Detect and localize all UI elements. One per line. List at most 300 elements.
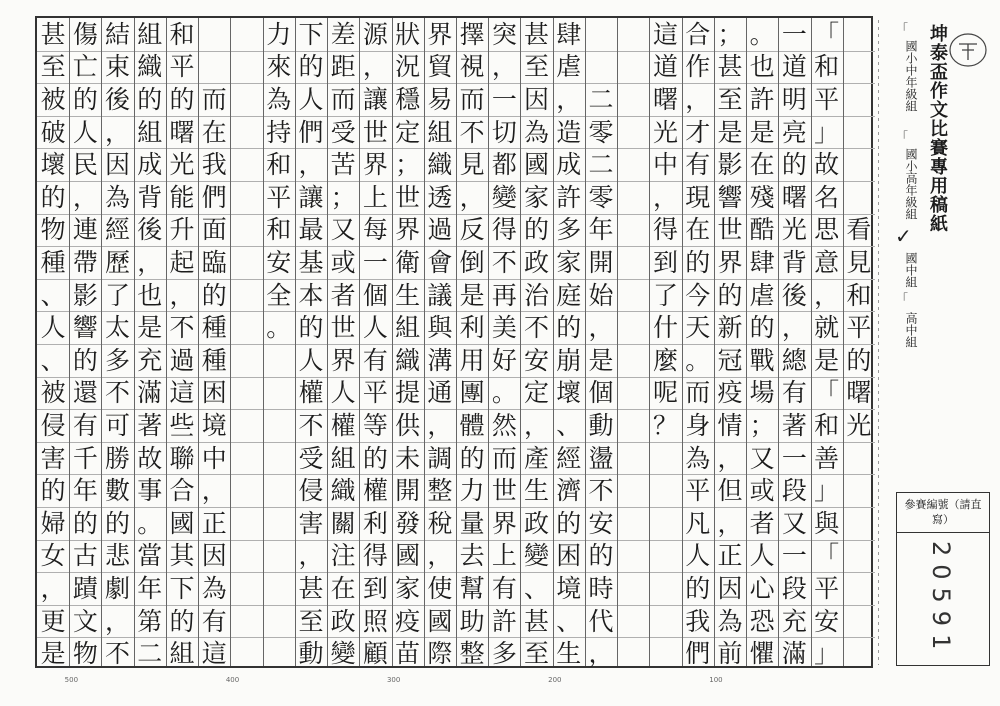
- grade-bracket-2: 「: [896, 130, 909, 144]
- grid-character: 基: [298, 247, 324, 277]
- grid-character: 的: [298, 52, 324, 82]
- grid-character: 國: [169, 508, 195, 538]
- grid-character: 權: [298, 378, 324, 408]
- grid-character: 受: [330, 117, 356, 147]
- grid-character: 開: [395, 476, 421, 506]
- grid-character: 這: [201, 639, 227, 669]
- grid-character: 破: [40, 117, 66, 147]
- grid-character: 關: [330, 508, 356, 538]
- grid-character: 被: [40, 378, 66, 408]
- grid-character: 不: [298, 410, 324, 440]
- grid-character: 然: [491, 410, 517, 440]
- grid-character: 人: [362, 313, 388, 343]
- grid-character: 懼: [749, 639, 775, 669]
- grid-character: 光: [169, 150, 195, 180]
- grid-character: 一: [781, 19, 807, 49]
- grid-character: 是: [40, 639, 66, 669]
- grid-character: ，: [137, 247, 163, 277]
- grid-character: 見: [459, 150, 485, 180]
- grid-character: 體: [459, 410, 485, 440]
- grid-character: 困: [556, 541, 582, 571]
- grid-character: 不: [588, 476, 614, 506]
- grid-character: ，: [652, 182, 678, 212]
- grid-character: 。: [749, 19, 775, 49]
- grid-character: 前: [717, 639, 743, 669]
- grid-character: 世: [717, 215, 743, 245]
- grid-character: 」: [814, 639, 840, 669]
- grid-character: 到: [362, 573, 388, 603]
- grid-character: 們: [201, 182, 227, 212]
- grid-character: 甚: [40, 19, 66, 49]
- grid-character: 幫: [459, 573, 485, 603]
- grid-column: [327, 18, 359, 669]
- grid-character: ，: [362, 52, 388, 82]
- grid-character: 全: [266, 280, 292, 310]
- grid-character: 況: [395, 52, 421, 82]
- grid-character: 段: [781, 476, 807, 506]
- margin-divider: [878, 20, 879, 665]
- grade-option-3: 國中組: [904, 252, 918, 288]
- grid-character: 帶: [72, 247, 98, 277]
- grid-character: 人: [749, 541, 775, 571]
- grid-character: 衛: [395, 247, 421, 277]
- grid-character: 甚: [717, 52, 743, 82]
- grid-character: 的: [781, 150, 807, 180]
- grid-character: 亮: [781, 117, 807, 147]
- grid-column-line: [134, 18, 135, 666]
- grid-character: 或: [749, 476, 775, 506]
- grid-character: 是: [137, 313, 163, 343]
- grid-character: 開: [588, 247, 614, 277]
- grid-character: 經: [105, 215, 131, 245]
- grid-character: 。: [685, 345, 711, 375]
- grid-character: 一: [362, 247, 388, 277]
- grid-character: 是: [749, 117, 775, 147]
- grid-character: 連: [72, 215, 98, 245]
- grid-character: 和: [266, 150, 292, 180]
- contest-title: 坤泰盃作文比賽專用稿紙: [927, 24, 948, 233]
- grid-character: ，: [717, 443, 743, 473]
- grid-character: 們: [685, 639, 711, 669]
- grid-character: 織: [330, 476, 356, 506]
- grid-character: 背: [781, 247, 807, 277]
- grid-column-line: [392, 18, 393, 666]
- grid-column-line: [101, 18, 102, 666]
- grid-character: 種: [40, 247, 66, 277]
- grid-character: 中: [652, 150, 678, 180]
- grid-character: 壞: [556, 378, 582, 408]
- grid-character: 的: [169, 84, 195, 114]
- grid-character: 國: [427, 606, 453, 636]
- grid-character: 與: [427, 313, 453, 343]
- grid-character: 人: [330, 378, 356, 408]
- grid-column-line: [746, 18, 747, 666]
- grid-character: 的: [685, 247, 711, 277]
- grid-column: [69, 18, 101, 669]
- grid-character: 二: [588, 84, 614, 114]
- grid-character: 困: [201, 378, 227, 408]
- grid-character: 。: [491, 378, 517, 408]
- grid-character: 面: [201, 215, 227, 245]
- grid-character: 響: [72, 313, 98, 343]
- grid-character: 人: [685, 541, 711, 571]
- grid-character: 至: [524, 52, 550, 82]
- grid-character: 調: [427, 443, 453, 473]
- grid-character: 這: [169, 378, 195, 408]
- grid-character: 者: [330, 280, 356, 310]
- grid-character: 整: [427, 476, 453, 506]
- grid-character: ，: [524, 410, 550, 440]
- grid-character: 一: [781, 541, 807, 571]
- grid-character: 著: [137, 410, 163, 440]
- grid-character: 和: [266, 215, 292, 245]
- grid-character: 光: [652, 117, 678, 147]
- grid-character: 零: [588, 182, 614, 212]
- grid-character: ，: [105, 117, 131, 147]
- grid-character: 今: [685, 280, 711, 310]
- grid-character: 貿: [427, 52, 453, 82]
- grid-character: 因: [201, 541, 227, 571]
- grid-character: 是: [717, 117, 743, 147]
- grid-character: 天: [685, 313, 711, 343]
- grid-character: 顧: [362, 639, 388, 669]
- grid-character: 過: [169, 345, 195, 375]
- grid-character: 的: [72, 508, 98, 538]
- grid-character: ？: [652, 410, 678, 440]
- grid-character: 正: [201, 508, 227, 538]
- grid-character: 成: [137, 150, 163, 180]
- grade-option-4: 高中組: [904, 312, 918, 348]
- grid-character: 起: [169, 247, 195, 277]
- grid-character: 後: [781, 280, 807, 310]
- grid-character: 壞: [40, 150, 66, 180]
- grid-character: ，: [72, 182, 98, 212]
- grid-character: 下: [169, 573, 195, 603]
- grid-character: ，: [427, 410, 453, 440]
- grid-character: 束: [105, 52, 131, 82]
- grid-character: 變: [524, 541, 550, 571]
- grid-character: 不: [491, 247, 517, 277]
- grid-character: 讓: [298, 182, 324, 212]
- grid-character: 權: [330, 410, 356, 440]
- grid-character: 個: [362, 280, 388, 310]
- grid-character: 過: [427, 215, 453, 245]
- grid-character: 織: [395, 345, 421, 375]
- grid-character: 。: [137, 508, 163, 538]
- grid-character: 虐: [749, 280, 775, 310]
- grid-character: 年: [72, 476, 98, 506]
- grid-character: 供: [395, 410, 421, 440]
- grid-character: 助: [459, 606, 485, 636]
- grid-character: 又: [749, 443, 775, 473]
- grid-character: 差: [330, 19, 356, 49]
- grid-character: 看: [846, 215, 872, 245]
- character-count-marker: 200: [548, 676, 562, 684]
- grid-character: 」: [814, 117, 840, 147]
- grid-character: 而: [330, 84, 356, 114]
- grid-character: ，: [588, 313, 614, 343]
- grid-character: 甚: [298, 573, 324, 603]
- grid-character: 些: [169, 410, 195, 440]
- grid-character: 源: [362, 19, 388, 49]
- grid-character: 穩: [395, 84, 421, 114]
- grid-character: 酷: [749, 215, 775, 245]
- grid-character: 中: [201, 443, 227, 473]
- grid-character: 滿: [781, 639, 807, 669]
- grid-character: 了: [652, 280, 678, 310]
- grid-character: ，: [717, 508, 743, 538]
- grid-character: ；: [395, 150, 421, 180]
- grid-character: 上: [362, 182, 388, 212]
- grid-character: 一: [781, 443, 807, 473]
- reference-number: 20591: [927, 541, 955, 658]
- grid-character: 肆: [556, 19, 582, 49]
- grid-character: 讓: [362, 84, 388, 114]
- grid-character: 為: [201, 573, 227, 603]
- grid-character: 背: [137, 182, 163, 212]
- grid-column-line: [263, 18, 264, 666]
- grid-character: 的: [685, 573, 711, 603]
- grid-character: 又: [781, 508, 807, 538]
- grid-column-line: [843, 18, 844, 666]
- grid-character: 的: [556, 508, 582, 538]
- grid-column: [424, 18, 456, 669]
- grid-character: 許: [749, 84, 775, 114]
- grid-character: 殘: [749, 182, 775, 212]
- grid-character: 、: [556, 606, 582, 636]
- grid-character: 治: [524, 280, 550, 310]
- grid-character: 。: [266, 313, 292, 343]
- grid-character: 切: [491, 117, 517, 147]
- grid-character: 人: [40, 313, 66, 343]
- grade-check-mark: ✓: [895, 224, 912, 248]
- grid-character: 二: [137, 639, 163, 669]
- grid-character: 擇: [459, 19, 485, 49]
- grid-character: 合: [169, 476, 195, 506]
- grid-character: ，: [685, 84, 711, 114]
- grid-character: 至: [40, 52, 66, 82]
- grid-character: 受: [298, 443, 324, 473]
- grid-character: 、: [40, 345, 66, 375]
- grid-character: 成: [556, 150, 582, 180]
- grid-column-line: [520, 18, 521, 666]
- grid-character: 的: [201, 280, 227, 310]
- grid-character: 的: [105, 508, 131, 538]
- grid-character: 有: [201, 606, 227, 636]
- grid-character: 「: [814, 541, 840, 571]
- grid-character: 最: [298, 215, 324, 245]
- grid-character: 被: [40, 84, 66, 114]
- writing-grid: [35, 16, 873, 668]
- grid-character: 第: [137, 606, 163, 636]
- grid-character: ，: [781, 313, 807, 343]
- grid-character: 盪: [588, 443, 614, 473]
- grid-character: 女: [40, 541, 66, 571]
- grid-character: 作: [685, 52, 711, 82]
- grid-character: 定: [395, 117, 421, 147]
- grid-character: 國: [395, 541, 421, 571]
- grid-character: 在: [685, 215, 711, 245]
- grid-character: 崩: [556, 345, 582, 375]
- grid-character: 響: [717, 182, 743, 212]
- grid-character: 平: [266, 182, 292, 212]
- grid-character: 與: [814, 508, 840, 538]
- grid-character: 意: [814, 247, 840, 277]
- grid-character: 因: [105, 150, 131, 180]
- character-count-marker: 300: [386, 676, 401, 684]
- grid-character: 不: [105, 378, 131, 408]
- grid-character: 政: [524, 247, 550, 277]
- grid-column-line: [682, 18, 683, 666]
- grid-character: ；: [330, 182, 356, 212]
- grid-character: 視: [459, 52, 485, 82]
- grid-character: 們: [298, 117, 324, 147]
- grid-character: 道: [652, 52, 678, 82]
- grid-character: 數: [105, 476, 131, 506]
- grid-character: 際: [427, 639, 453, 669]
- grid-character: 得: [652, 215, 678, 245]
- grid-character: 的: [40, 182, 66, 212]
- grid-character: 凡: [685, 508, 711, 538]
- grid-character: 至: [717, 84, 743, 114]
- grid-character: 平: [846, 313, 872, 343]
- grid-character: 生: [395, 280, 421, 310]
- grid-character: 也: [137, 280, 163, 310]
- grid-column: [746, 18, 778, 669]
- grid-character: ，: [556, 84, 582, 114]
- grid-column-line: [778, 18, 779, 666]
- grid-character: ，: [201, 476, 227, 506]
- grid-character: 發: [395, 508, 421, 538]
- grid-character: 劇: [105, 573, 131, 603]
- grid-character: 會: [427, 247, 453, 277]
- grid-character: 不: [169, 313, 195, 343]
- grid-column: [488, 18, 520, 669]
- grid-character: 界: [395, 215, 421, 245]
- grid-character: 和: [814, 52, 840, 82]
- grid-character: 苦: [330, 150, 356, 180]
- character-count-marker: 500: [64, 676, 79, 684]
- grid-character: 千: [72, 443, 98, 473]
- grid-column-line: [456, 18, 457, 666]
- grid-character: 年: [588, 215, 614, 245]
- grid-character: 、: [524, 573, 550, 603]
- grid-character: ，: [459, 182, 485, 212]
- grid-character: 還: [72, 378, 98, 408]
- grid-character: 民: [72, 150, 98, 180]
- grid-character: 家: [556, 247, 582, 277]
- grid-character: 曙: [652, 84, 678, 114]
- grid-character: 為: [717, 606, 743, 636]
- grid-column-line: [811, 18, 812, 666]
- grid-character: 恐: [749, 606, 775, 636]
- grid-column: [553, 18, 585, 669]
- grid-character: 害: [40, 443, 66, 473]
- grid-character: 照: [362, 606, 388, 636]
- grid-character: 動: [588, 410, 614, 440]
- grid-character: 通: [427, 378, 453, 408]
- grid-character: 有: [491, 573, 517, 603]
- grid-column-line: [617, 18, 618, 666]
- grid-character: 的: [40, 476, 66, 506]
- grid-character: 多: [105, 345, 131, 375]
- grid-column: [456, 18, 488, 669]
- grid-character: 組: [395, 313, 421, 343]
- grade-option-1: 國小中年級組: [904, 40, 918, 112]
- grid-character: 的: [72, 84, 98, 114]
- grid-character: 「: [814, 378, 840, 408]
- grid-character: 就: [814, 313, 840, 343]
- grid-character: 利: [459, 313, 485, 343]
- grid-character: 「: [814, 19, 840, 49]
- grid-character: 平: [814, 573, 840, 603]
- grid-character: 的: [72, 345, 98, 375]
- grid-column: [101, 18, 133, 669]
- grid-character: 的: [556, 313, 582, 343]
- grid-character: 這: [652, 19, 678, 49]
- grid-character: 二: [588, 150, 614, 180]
- grid-character: 安: [524, 345, 550, 375]
- grid-character: 組: [169, 639, 195, 669]
- grid-character: 利: [362, 508, 388, 538]
- grid-character: 為: [685, 443, 711, 473]
- grid-character: 光: [781, 215, 807, 245]
- grid-character: 政: [524, 508, 550, 538]
- grid-character: 的: [588, 541, 614, 571]
- grid-character: 本: [298, 280, 324, 310]
- grid-character: 場: [749, 378, 775, 408]
- grid-character: 組: [427, 117, 453, 147]
- grid-character: 到: [652, 247, 678, 277]
- grid-character: 政: [330, 606, 356, 636]
- grid-character: ，: [491, 52, 517, 82]
- grade-bracket-4: 「: [896, 292, 909, 306]
- grid-character: 等: [362, 410, 388, 440]
- grid-character: 得: [491, 215, 517, 245]
- grid-character: 有: [781, 378, 807, 408]
- grid-character: 故: [814, 150, 840, 180]
- grid-character: 」: [814, 476, 840, 506]
- grid-character: 距: [330, 52, 356, 82]
- grid-character: 用: [459, 345, 485, 375]
- grid-character: 時: [588, 573, 614, 603]
- grid-character: 光: [846, 410, 872, 440]
- grid-column: [295, 18, 327, 669]
- grid-character: 故: [137, 443, 163, 473]
- grid-column: [359, 18, 391, 669]
- grid-character: 稅: [427, 508, 453, 538]
- grid-character: 世: [395, 182, 421, 212]
- grid-character: 事: [137, 476, 163, 506]
- grid-character: 的: [459, 443, 485, 473]
- grid-character: 定: [524, 378, 550, 408]
- grid-character: 安: [814, 606, 840, 636]
- grid-character: 正: [717, 541, 743, 571]
- grid-character: 安: [588, 508, 614, 538]
- grid-character: 濟: [556, 476, 582, 506]
- grid-character: 段: [781, 573, 807, 603]
- grid-character: 家: [524, 182, 550, 212]
- grid-character: 為: [266, 84, 292, 114]
- grid-character: 傷: [72, 19, 98, 49]
- grid-character: 古: [72, 541, 98, 571]
- grid-character: 狀: [395, 19, 421, 49]
- grid-character: ，: [40, 573, 66, 603]
- grid-character: 後: [105, 84, 131, 114]
- grid-character: 生: [556, 639, 582, 669]
- grid-character: 合: [685, 19, 711, 49]
- grid-character: 造: [556, 117, 582, 147]
